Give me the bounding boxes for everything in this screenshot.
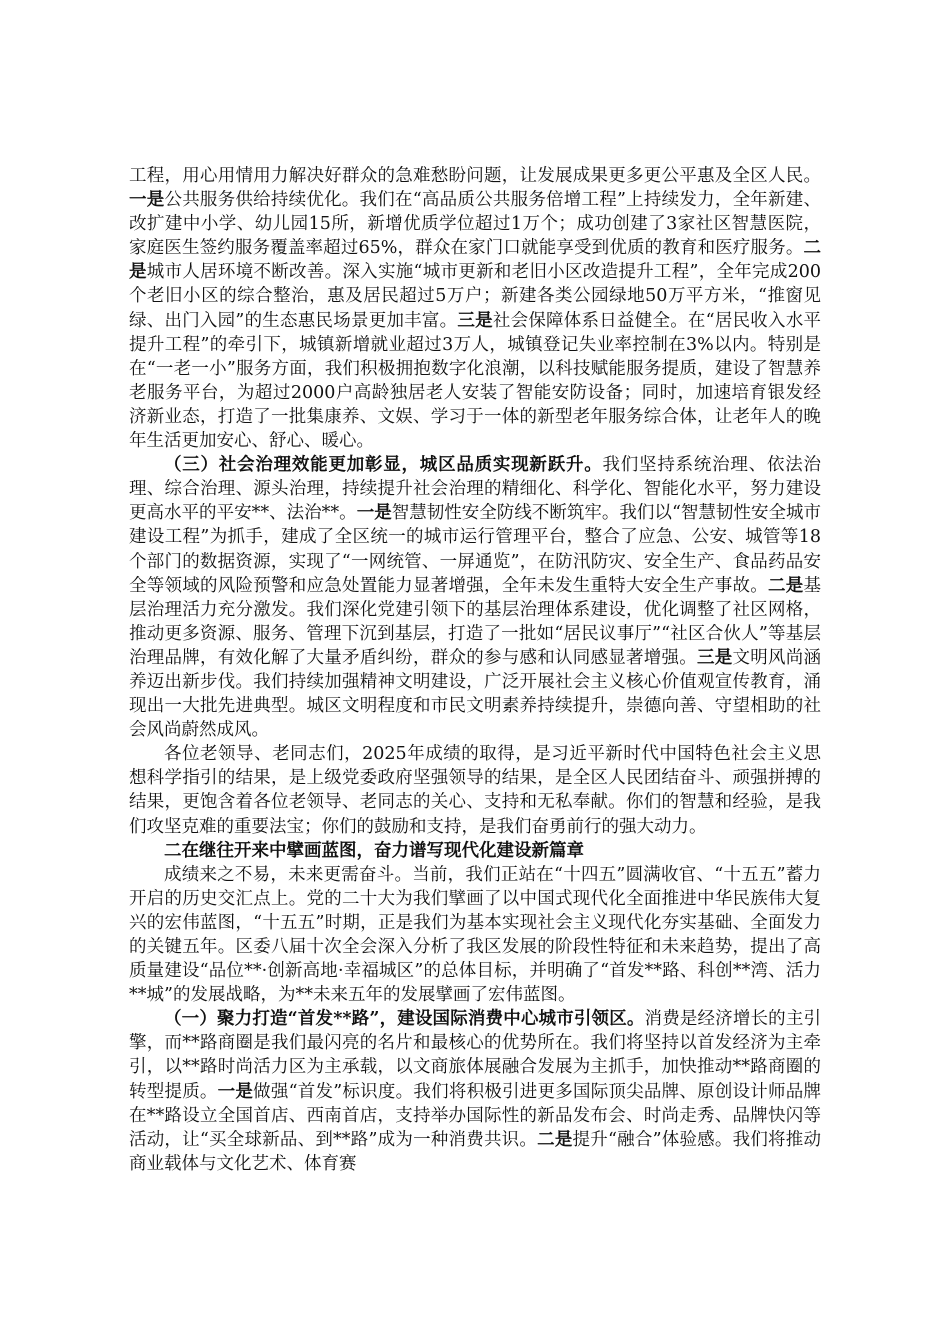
paragraph — [129, 1007, 821, 1176]
paragraph — [129, 453, 821, 742]
bold-text-run: （三）社会治理效能更加彰显，城区品质实现新跃升。 — [164, 455, 603, 476]
text-run: 我们坚持系统治理、依法治理、综合治理、源头治理，持续提升社会治理的精细化、科学化、智能化水平，努力建设更高水平的平安**、法治**。 — [129, 455, 822, 524]
paragraph — [129, 863, 821, 1008]
text-run: 成绩来之不易，未来更需奋斗。当前，我们正站在“十四五”圆满收官、“十五五”蓄力开启的历史交汇点上。党的二十大为我们擘画了以中国式现代化全面推进中华民族伟大复兴的宏伟蓝图，“十五五”时期，正是我们为基本实现社会主义现代化夯实基础、全面发力的关键五年。区委八届十次全会深入分析了我区发展的阶段性特征和未来趋势，提出了高质量建设“品位**·创新高地·幸福城区”的总体目标，并明确了“首发**路、科创**湾、活力**城”的发展战略，为**未来五年的发展擘画了宏伟蓝图。 — [129, 864, 821, 1006]
bold-text-run: （一）聚力打造“首发**路”，建设国际消费中心城市引领区。 — [164, 1009, 645, 1030]
text-run: 做强“首发”标识度。我们将积极引进更多国际顶尖品牌、原创设计师品牌在**路设立全国首店、西南首店，支持举办国际性的新品发布会、时尚走秀、品牌快闪等活动，让“买全球新品、到**路”成为一种消费共识。 — [129, 1081, 821, 1150]
bold-text-run: 一是 — [129, 190, 165, 211]
bold-text-run: 三是 — [697, 647, 733, 668]
text-run: 文明风尚涵养迈出新步伐。我们持续加强精神文明建设，广泛开展社会主义核心价值观宣传教育，涌现出一大批先进典型。城区文明程度和市民文明素养持续提升，崇德向善、守望相助的社会风尚蔚然成风。 — [129, 647, 821, 741]
text-run: 智慧韧性安全防线不断筑牢。我们以“智慧韧性安全城市建设工程”为抓手，建成了全区统一的城市运行管理平台，整合了应急、公安、城管等18个部门的数据资源，实现了“一网统管、一屏通览”，在防汛防灾、安全生产、食品药品安全等领域的风险预警和应急处置能力显著增强，全年未发生重特大安全生产事故。 — [129, 503, 822, 596]
paragraph — [129, 742, 821, 838]
text-run: 基层治理活力充分激发。我们深化党建引领下的基层治理体系建设，优化调整了社区网格，推动更多资源、服务、管理下沉到基层，打造了一批如“居民议事厅”“社区合伙人”等基层治理品牌，有效化解了大量矛盾纠纷，群众的参与感和认同感显著增强。 — [129, 575, 821, 668]
bold-text-run: 二是 — [768, 575, 804, 596]
bold-text-run: 三是 — [457, 310, 493, 331]
bold-text-run: 一是 — [356, 503, 392, 524]
bold-text-run: 一是 — [217, 1081, 254, 1102]
text-run: 公共服务供给持续优化。我们在“高品质公共服务倍增工程”上持续发力，全年新建、改扩建中小学、幼儿园15所，新增优质学位超过1万个；成功创建了3家社区智慧医院，家庭医生签约服务覆盖率超过65%，群众在家门口就能享受到优质的教育和医疗服务。 — [129, 190, 822, 259]
paragraph — [129, 164, 821, 453]
text-run: 消费是经济增长的主引擎，而**路商圈是我们最闪亮的名片和最核心的优势所在。我们将坚持以首发经济为主牵引，以**路时尚活力区为主承载，以文商旅体展融合发展为主抓手，加快推动**路商圈的转型提质。 — [129, 1009, 822, 1102]
document-page — [129, 164, 821, 1176]
bold-text-run: 二是 — [537, 1129, 573, 1150]
text-run: 提升“融合”体验感。我们将推动商业载体与文化艺术、体育赛 — [129, 1129, 821, 1174]
text-run: 工程，用心用情用力解决好群众的急难愁盼问题，让发展成果更多更公平惠及全区人民。 — [129, 166, 821, 186]
text-run: 城市人居环境不断改善。深入实施“城市更新和老旧小区改造提升工程”，全年完成200个老旧小区的综合整治，惠及居民超过5万户；新建各类公园绿地50万平方米，“推窗见绿、出门入园”的生态惠民场景更加丰富。 — [129, 262, 822, 331]
bold-text-run: 二是 — [129, 238, 821, 283]
bold-text-run: 二在继往开来中擘画蓝图，奋力谱写现代化建设新篇章 — [164, 840, 584, 861]
section-heading — [129, 839, 821, 863]
text-run: 社会保障体系日益健全。在“居民收入水平提升工程”的牵引下，城镇新增就业超过3万人，城镇登记失业率控制在3%以内。特别是在“一老一小”服务方面，我们积极拥抱数字化浪潮，以科技赋能服务提质，建设了智慧养老服务平台，为超过2000户高龄独居老人安装了智能安防设备；同时，加速培育银发经济新业态，打造了一批集康养、文娱、学习于一体的新型老年服务综合体，让老年人的晚年生活更加安心、舒心、暖心。 — [129, 310, 822, 452]
text-run: 各位老领导、老同志们，2025年成绩的取得，是习近平新时代中国特色社会主义思想科学指引的结果，是上级党委政府坚强领导的结果，是全区人民团结奋斗、顽强拼搏的结果，更饱含着各位老领导、老同志的关心、支持和无私奉献。你们的智慧和经验，是我们攻坚克难的重要法宝；你们的鼓励和支持，是我们奋勇前行的强大动力。 — [129, 744, 821, 837]
